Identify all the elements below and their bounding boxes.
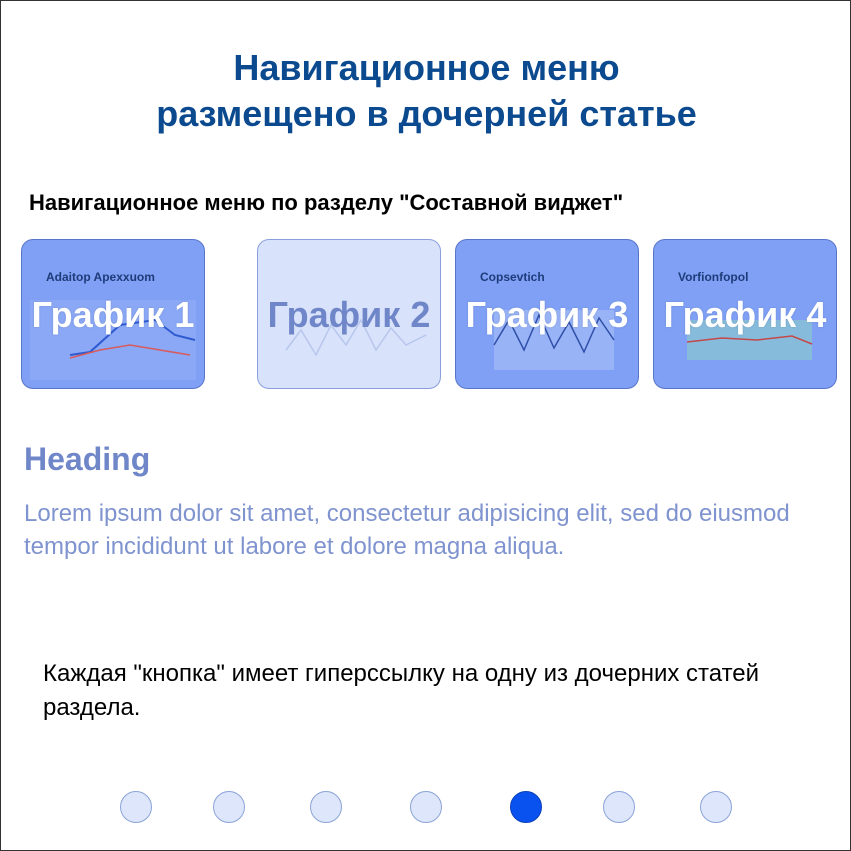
nav-menu: [21, 239, 837, 391]
page-title-line1: Навигационное меню: [233, 47, 620, 88]
chart-thumbnail-title: Vorfionfopol: [678, 270, 749, 284]
nav-card-chart-1[interactable]: [21, 239, 205, 389]
pagination-dot-3[interactable]: [310, 791, 342, 823]
nav-menu-subtitle: Навигационное меню по разделу "Составной виджет": [29, 190, 624, 215]
page-title: [1, 45, 851, 137]
explanatory-note: Каждая "кнопка" имеет гиперссылку на одну из дочерних статей раздела.: [43, 660, 760, 721]
pagination-dot-5[interactable]: [510, 791, 542, 823]
pagination-dots: [1, 791, 851, 825]
nav-card-label: График 1: [31, 294, 195, 335]
nav-card-label: График 3: [465, 294, 629, 335]
chart-thumbnail-title: Adaitop Apexxuom: [46, 270, 155, 284]
nav-card-label: График 2: [267, 294, 431, 335]
pagination-dot-4[interactable]: [410, 791, 442, 823]
pagination-dot-7[interactable]: [700, 791, 732, 823]
content-body-text: Lorem ipsum dolor sit amet, consectetur adipisicing elit, sed do eiusmod tempor incididunt ut labore et dolore magna aliqua.: [24, 500, 790, 560]
content-heading: Heading: [24, 441, 151, 477]
page-title-line2: размещено в дочерней статье: [156, 93, 697, 134]
nav-card-chart-3[interactable]: [455, 239, 639, 389]
nav-card-label: График 4: [663, 294, 827, 335]
pagination-dot-1[interactable]: [120, 791, 152, 823]
pagination-dot-6[interactable]: [603, 791, 635, 823]
nav-card-chart-2[interactable]: [257, 239, 441, 389]
chart-thumbnail-title: Copsevtich: [480, 270, 545, 284]
pagination-dot-2[interactable]: [213, 791, 245, 823]
nav-card-chart-4[interactable]: [653, 239, 837, 389]
